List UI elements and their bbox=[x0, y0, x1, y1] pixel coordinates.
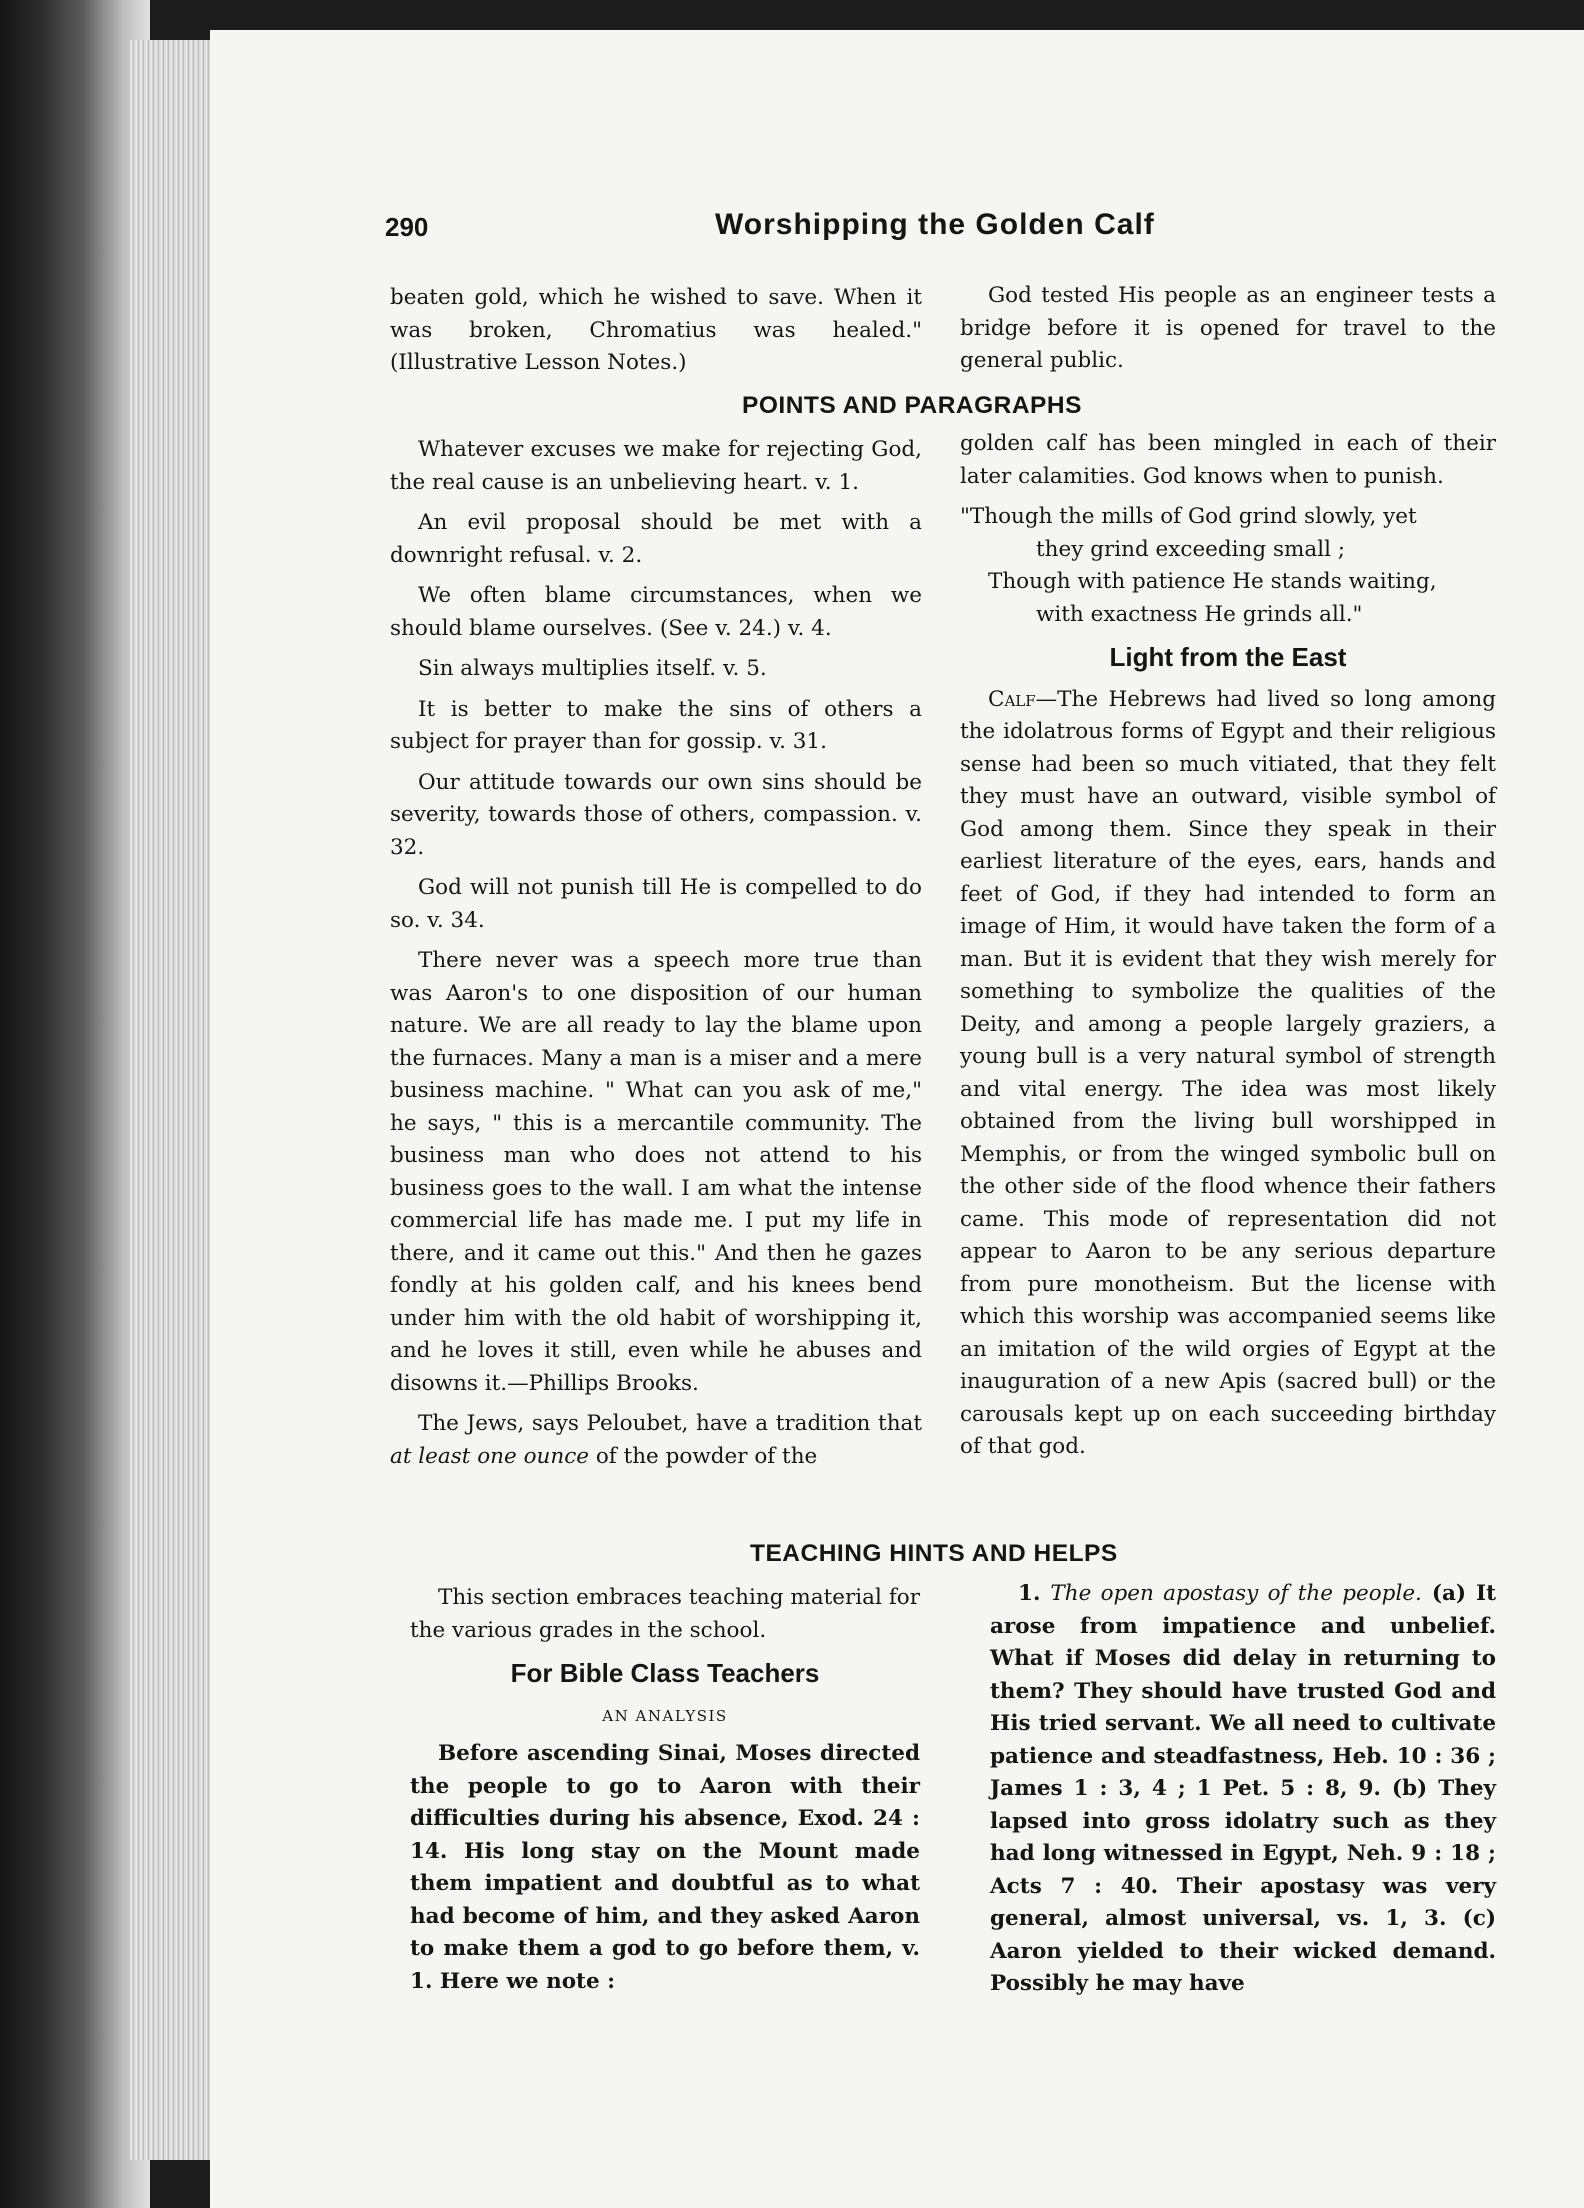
teaching-right-column bbox=[990, 1578, 1496, 2009]
poem-line: with exactness He grinds all." bbox=[1036, 601, 1363, 627]
point-paragraph: Our attitude towards our own sins should be severity, towards those of others, compassion. v. 32. bbox=[390, 769, 922, 860]
poem-line: Though with patience He stands waiting, bbox=[988, 569, 1437, 594]
top-left-paragraph: beaten gold, which he wished to save. When it was broken, Chromatius was healed." (Illustrative Lesson Notes.) bbox=[390, 285, 922, 375]
jews-text-end: of the powder of the bbox=[595, 1443, 818, 1469]
light-paragraph bbox=[960, 684, 1496, 1464]
bible-class-heading: For Bible Class Teachers bbox=[510, 1658, 820, 1688]
page-header bbox=[385, 208, 1385, 258]
points-right-column bbox=[960, 428, 1496, 1472]
book-spine-shadow bbox=[0, 0, 150, 2208]
point-one-paragraph bbox=[990, 1578, 1496, 2001]
points-left-column bbox=[390, 434, 922, 1481]
point-paragraph: It is better to make the sins of others a subject for prayer than for gossip. v. 31. bbox=[390, 696, 922, 754]
point-paragraph: We often blame circumstances, when we should blame ourselves. (See v. 24.) v. 4. bbox=[390, 583, 922, 641]
page-number: 290 bbox=[385, 212, 429, 242]
jews-text-italic: at least one ounce bbox=[390, 1443, 589, 1469]
running-title: Worshipping the Golden Calf bbox=[715, 208, 1155, 241]
teaching-left-column bbox=[410, 1582, 920, 2006]
points-continuation: golden calf has been mingled in each of their later calamities. God knows when to punish. bbox=[960, 431, 1496, 489]
point-paragraph: Whatever excuses we make for rejecting God, the real cause is an unbelieving heart. v. 1. bbox=[390, 437, 922, 495]
poem-line: they grind exceeding small ; bbox=[1036, 536, 1346, 562]
light-heading: Light from the East bbox=[1109, 642, 1347, 672]
point-one-number: 1. bbox=[1018, 1581, 1041, 1606]
teaching-heading: TEACHING HINTS AND HELPS bbox=[750, 1540, 1118, 1567]
jews-text-start: The Jews, says Peloubet, have a tradition that bbox=[418, 1411, 922, 1436]
top-right-paragraph: God tested His people as an engineer tests a bridge before it is opened for travel to the general public. bbox=[960, 283, 1496, 373]
point-paragraph: Sin always multiplies itself. v. 5. bbox=[418, 656, 767, 681]
teaching-intro: This section embraces teaching material for the various grades in the school. bbox=[410, 1585, 920, 1643]
points-heading: POINTS AND PARAGRAPHS bbox=[742, 392, 1082, 419]
jews-paragraph bbox=[390, 1408, 922, 1473]
poem bbox=[960, 501, 1496, 631]
top-left-column bbox=[390, 282, 922, 388]
light-term: Calf bbox=[988, 686, 1036, 712]
analysis-label: AN ANALYSIS bbox=[602, 1706, 728, 1725]
top-right-column bbox=[960, 280, 1496, 386]
brooks-paragraph: There never was a speech more true than was Aaron's to one disposition of our human nature. We are all ready to lay the blame upon the furnaces. Many a man is a miser and a mere business machine. " What can you ask of me," he says, " this is a mercantile community. The business man who does not attend to his business goes to the wall. I am what the intense commercial life has made me. I put my life in there, and it came out this." And then he gazes fondly at his golden calf, and his knees bend under him with the old habit of worshipping it, and he loves it still, even while he abuses and disowns it.—Phillips Brooks. bbox=[390, 948, 922, 1396]
point-paragraph: An evil proposal should be met with a downright refusal. v. 2. bbox=[390, 510, 922, 568]
page-edges bbox=[130, 40, 210, 2160]
point-paragraph: God will not punish till He is compelled to do so. v. 34. bbox=[390, 875, 922, 933]
point-one-title: The open apostasy of the people. bbox=[1050, 1581, 1422, 1606]
analysis-paragraph: Before ascending Sinai, Moses directed the people to go to Aaron with their difficulties during his absence, Exod. 24 : 14. His long stay on the Mount made them impatient and doubtful as to what had become of him, and they asked Aaron to make them a god to go before them, v. 1. Here we note : bbox=[410, 1741, 920, 1994]
light-text: —The Hebrews had lived so long among the idolatrous forms of Egypt and their religious sense had been so much vitiated, that they felt they must have an outward, visible symbol of God among them. Since they speak in their earliest literature of the eyes, ears, hands and feet of God, if they had intended to form an image of Him, it would have taken the form of a man. But it is evident that they wish merely for something to symbolize the qualities of the Deity, and among a people largely graziers, a young bull is a very natural symbol of strength and vital energy. The idea was most likely obtained from the living bull worshipped in Memphis, or from the winged symbolic bull on the other side of the flood whence their fathers came. This mode of representation did not appear to Aaron to be any serious departure from pure monotheism. But the license with which this worship was accompanied seems like an imitation of the wild orgies of Egypt at the inauguration of a new Apis (sacred bull) or the carousals kept up on each succeeding birthday of that god. bbox=[960, 686, 1496, 1459]
point-one-text: (a) It arose from impatience and unbelief. What if Moses did delay in returning to them? They should have trusted God and His tried servant. We all need to cultivate patience and steadfastness, Heb. 10 : 36 ; James 1 : 3, 4 ; 1 Pet. 5 : 8, 9. (b) They lapsed into gross idolatry such as they had long witnessed in Egypt, Neh. 9 : 18 ; Acts 7 : 40. Their apostasy was very general, almost universal, vs. 1, 3. (c) Aaron yielded to their wicked demand. Possibly he may have bbox=[990, 1581, 1496, 1996]
poem-line: "Though the mills of God grind slowly, yet bbox=[960, 504, 1417, 529]
